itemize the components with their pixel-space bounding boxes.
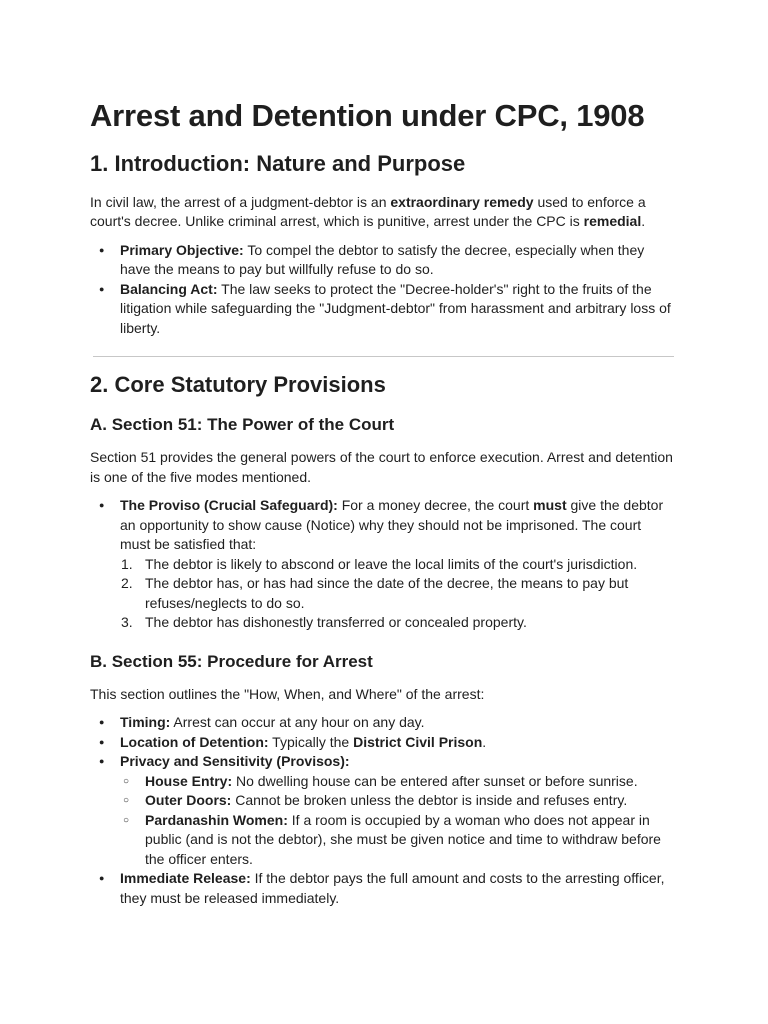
bullet-label: Primary Objective: <box>120 241 244 258</box>
bullet-label: Privacy and Sensitivity (Provisos): <box>120 753 350 770</box>
list-number: 1. <box>121 555 133 572</box>
section-heading-introduction: 1. Introduction: Nature and Purpose <box>90 151 466 177</box>
list-item <box>90 496 674 633</box>
list-text: The debtor is likely to abscond or leave the local limits of the court's jurisdiction. <box>145 555 638 572</box>
section-55-paragraph: This section outlines the "How, When, and Where" of the arrest: <box>90 685 485 702</box>
section-heading-core-provisions: 2. Core Statutory Provisions <box>90 372 386 398</box>
list-item <box>90 241 674 280</box>
intro-text-1: In civil law, the arrest of a judgment-debtor is an <box>90 193 391 210</box>
list-item <box>90 713 674 733</box>
list-number: 2. <box>121 575 133 592</box>
bullet-label: House Entry: <box>145 772 233 789</box>
list-text: The debtor has dishonestly transferred or concealed property. <box>145 614 527 631</box>
bullet-text: For a money decree, the court <box>337 497 534 514</box>
section-55-bullet-list <box>90 713 674 908</box>
bullet-label: Outer Doors: <box>145 792 232 809</box>
list-item <box>120 791 674 811</box>
list-number: 3. <box>121 614 133 631</box>
list-item <box>120 811 674 870</box>
bullet-label: Immediate Release: <box>120 870 251 887</box>
bullet-bold: must <box>533 497 567 514</box>
bullet-text: . <box>482 733 487 750</box>
list-item <box>90 752 674 869</box>
bullet-text: If the debtor pays the full amount and costs to the arresting officer, they must be released immediately. <box>120 870 665 906</box>
list-item <box>90 733 674 753</box>
intro-bold-1: extraordinary remedy <box>390 193 534 210</box>
bullet-text: give the debtor an opportunity to show cause (Notice) why they should not be imprisoned. The court must be satisfied that: <box>120 497 664 553</box>
bullet-label: Balancing Act: <box>120 280 218 297</box>
list-item <box>90 869 674 908</box>
list-item <box>120 574 674 613</box>
subsection-heading-section-51: A. Section 51: The Power of the Court <box>90 414 395 434</box>
bullet-bold: District Civil Prison <box>353 733 483 750</box>
section-divider <box>93 356 674 357</box>
list-item <box>120 555 674 575</box>
bullet-label: Location of Detention: <box>120 733 269 750</box>
document-title: Arrest and Detention under CPC, 1908 <box>90 98 645 133</box>
bullet-text: If a room is occupied by a woman who does not appear in public (and is not the debtor), she must be given notice and time to withdraw before the officer enters. <box>145 811 661 867</box>
intro-paragraph <box>90 193 674 232</box>
section-51-paragraph: Section 51 provides the general powers of the court to enforce execution. Arrest and detention is one of the five modes mentioned. <box>90 449 673 485</box>
subsection-heading-section-55: B. Section 55: Procedure for Arrest <box>90 651 373 671</box>
bullet-text: Typically the <box>268 733 354 750</box>
bullet-text: Cannot be broken unless the debtor is inside and refuses entry. <box>231 792 628 809</box>
list-item <box>120 613 674 633</box>
intro-text-2: used to enforce a court's decree. Unlike criminal arrest, which is punitive, arrest under the CPC is <box>90 193 646 230</box>
bullet-text: Arrest can occur at any hour on any day. <box>170 714 425 731</box>
intro-bullet-list <box>90 241 674 339</box>
intro-bold-2: remedial <box>583 213 642 230</box>
bullet-text: To compel the debtor to satisfy the decree, especially when they have the means to pay but willfully refuse to do so. <box>120 241 645 278</box>
list-item <box>120 772 674 792</box>
bullet-text: The law seeks to protect the "Decree-holder's" right to the fruits of the litigation while safeguarding the "Judgment-debtor" from harassment and arbitrary loss of liberty. <box>120 280 671 336</box>
bullet-text: No dwelling house can be entered after sunset or before sunrise. <box>232 772 638 789</box>
list-item <box>90 280 674 339</box>
section-51-bullet-list <box>90 496 674 633</box>
bullet-label: Timing: <box>120 714 171 731</box>
conditions-numbered-list <box>120 555 674 633</box>
list-text: The debtor has, or has had since the date of the decree, the means to pay but refuses/neglects to do so. <box>145 575 629 611</box>
intro-text-3: . <box>641 213 646 230</box>
privacy-sub-list <box>120 772 674 870</box>
bullet-label: The Proviso (Crucial Safeguard): <box>120 497 338 514</box>
bullet-label: Pardanashin Women: <box>145 811 288 828</box>
